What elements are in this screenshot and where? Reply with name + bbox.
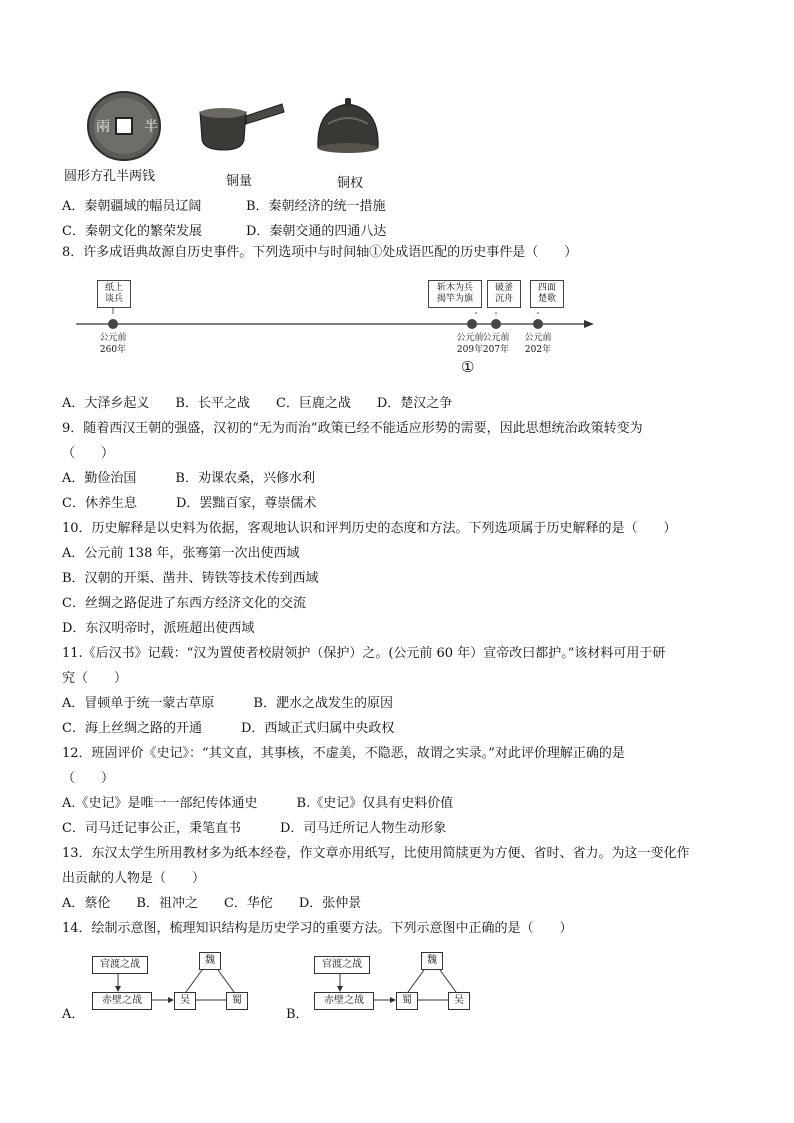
q14-option-b-label: B． (286, 1007, 309, 1022)
diagram-a-guandu-box: 官渡之战 (92, 956, 148, 974)
q9-options-line2: C．休养生息 D．罢黜百家，尊崇儒术 (62, 496, 317, 511)
diagram-a-wu-box: 吴 (174, 992, 196, 1010)
timeline-box-pofuchenzhou: 破釜 沉舟 (487, 280, 521, 308)
q10-option-b: B．汉朝的开渠、凿井、铸铁等技术传到西域 (62, 571, 319, 586)
measure-caption: 铜量 (226, 174, 253, 189)
q11-options-line1: A．冒顿单于统一蒙古草原 B．淝水之战发生的原因 (62, 696, 393, 711)
timeline-date-207: 公元前 207年 (482, 333, 510, 355)
q11-options-line2: C．海上丝绸之路的开通 D．西域正式归属中央政权 (62, 721, 395, 736)
q10-option-d: D．东汉明帝时，派班超出使西域 (62, 621, 255, 636)
timeline-date-209: 公元前 209年 (456, 333, 484, 355)
q14-stem: 14．绘制示意图，梳理知识结构是历史学习的重要方法。下列示意图中正确的是（ ） (62, 921, 573, 936)
q10-option-c: C．丝绸之路促进了东西方经济文化的交流 (62, 596, 306, 611)
q12-stem-line2: （ ） (62, 771, 115, 786)
coin-caption: 圆形方孔半两钱 (64, 169, 156, 184)
diagram-a-chibi-box: 赤壁之战 (92, 992, 152, 1010)
q10-option-a: A．公元前 138 年，张骞第一次出使西域 (62, 546, 300, 561)
q11-stem-line2: 究（ ） (62, 671, 128, 686)
timeline-dot-202 (533, 319, 543, 329)
bronze-measure-image (196, 96, 286, 156)
q8-timeline (60, 270, 620, 380)
q8-options: A．大泽乡起义 B．长平之战 C．巨鹿之战 D．楚汉之争 (62, 396, 453, 411)
q13-stem-line2: 出贡献的人物是（ ） (62, 871, 206, 886)
q7-option-d: D．秦朝交通的四通八达 (246, 224, 387, 239)
diagram-b-wu-box: 吴 (448, 992, 470, 1010)
q14-diagram-b (310, 948, 480, 1018)
q12-options-line2: C．司马迁记事公正，秉笔直书 D．司马迁所记人物生动形象 (62, 821, 447, 836)
q13-stem-line1: 13．东汉太学生所用教材多为纸本经卷，作文章亦用纸写，比使用简牍更为方便、省时、省力。为这一变化作 (62, 846, 690, 861)
timeline-box-zhanmuweibing: 斩木为兵 揭竿为旗 (428, 280, 482, 308)
diagram-a-wei-box: 魏 (199, 952, 221, 970)
timeline-date-260: 公元前 260年 (99, 333, 127, 355)
diagram-a-shu-box: 蜀 (226, 992, 248, 1010)
diagram-b-chibi-box: 赤壁之战 (314, 992, 374, 1010)
timeline-box-zhishangtanbing: 纸上 谈兵 (97, 280, 131, 308)
diagram-b-guandu-box: 官渡之战 (314, 956, 370, 974)
q10-stem: 10．历史解释是以史料为依据，客观地认识和评判历史的态度和方法。下列选项属于历史解释的是（ ） (62, 521, 677, 536)
weight-caption: 铜权 (337, 176, 364, 191)
timeline-box-simianchuge: 四面 楚歌 (530, 280, 564, 308)
q14-diagram-a (88, 948, 258, 1018)
timeline-dot-260 (108, 319, 118, 329)
q11-stem-line1: 11.《后汉书》记载：“汉为置使者校尉领护（保护）之。(公元前 60 年）宣帝改曰都护。”该材料可用于研 (62, 646, 666, 661)
q13-options: A．蔡伦 B．祖冲之 C．华佗 D．张仲景 (62, 896, 362, 911)
q9-stem-line1: 9．随着西汉王朝的强盛，汉初的“无为而治”政策已经不能适应形势的需要，因此思想统治政策转变为 (62, 421, 643, 436)
coin-right-glyph: 半 (144, 119, 158, 135)
q8-stem: 8．许多成语典故源自历史事件。下列选项中与时间轴①处成语匹配的历史事件是（ ） (62, 245, 578, 260)
q7-option-b: B．秦朝经济的统一措施 (246, 199, 386, 214)
timeline-dot-209 (467, 319, 477, 329)
diagram-b-shu-box: 蜀 (396, 992, 418, 1010)
q9-stem-line2: （ ） (62, 446, 115, 461)
q14-option-a-label: A． (62, 1007, 85, 1022)
q7-option-c: C．秦朝文化的繁荣发展 (62, 224, 202, 239)
diagram-b-wei-box: 魏 (421, 952, 443, 970)
coin-left-glyph: 兩 (96, 119, 110, 135)
q7-option-a: A．秦朝疆域的幅员辽阔 (62, 199, 202, 214)
q12-options-line1: A.《史记》是唯一一部纪传体通史 B.《史记》仅具有史料价值 (62, 796, 454, 811)
timeline-dot-207 (491, 319, 501, 329)
q9-options-line1: A．勤俭治国 B．劝课农桑，兴修水利 (62, 471, 315, 486)
timeline-date-202: 公元前 202年 (524, 333, 552, 355)
bronze-weight-image (312, 94, 384, 158)
q12-stem-line1: 12．班固评价《史记》：“其文直，其事核，不虚美，不隐恶，故谓之实录。”对此评价理解正确的是 (62, 746, 625, 761)
timeline-marker-1: ① (461, 358, 475, 376)
